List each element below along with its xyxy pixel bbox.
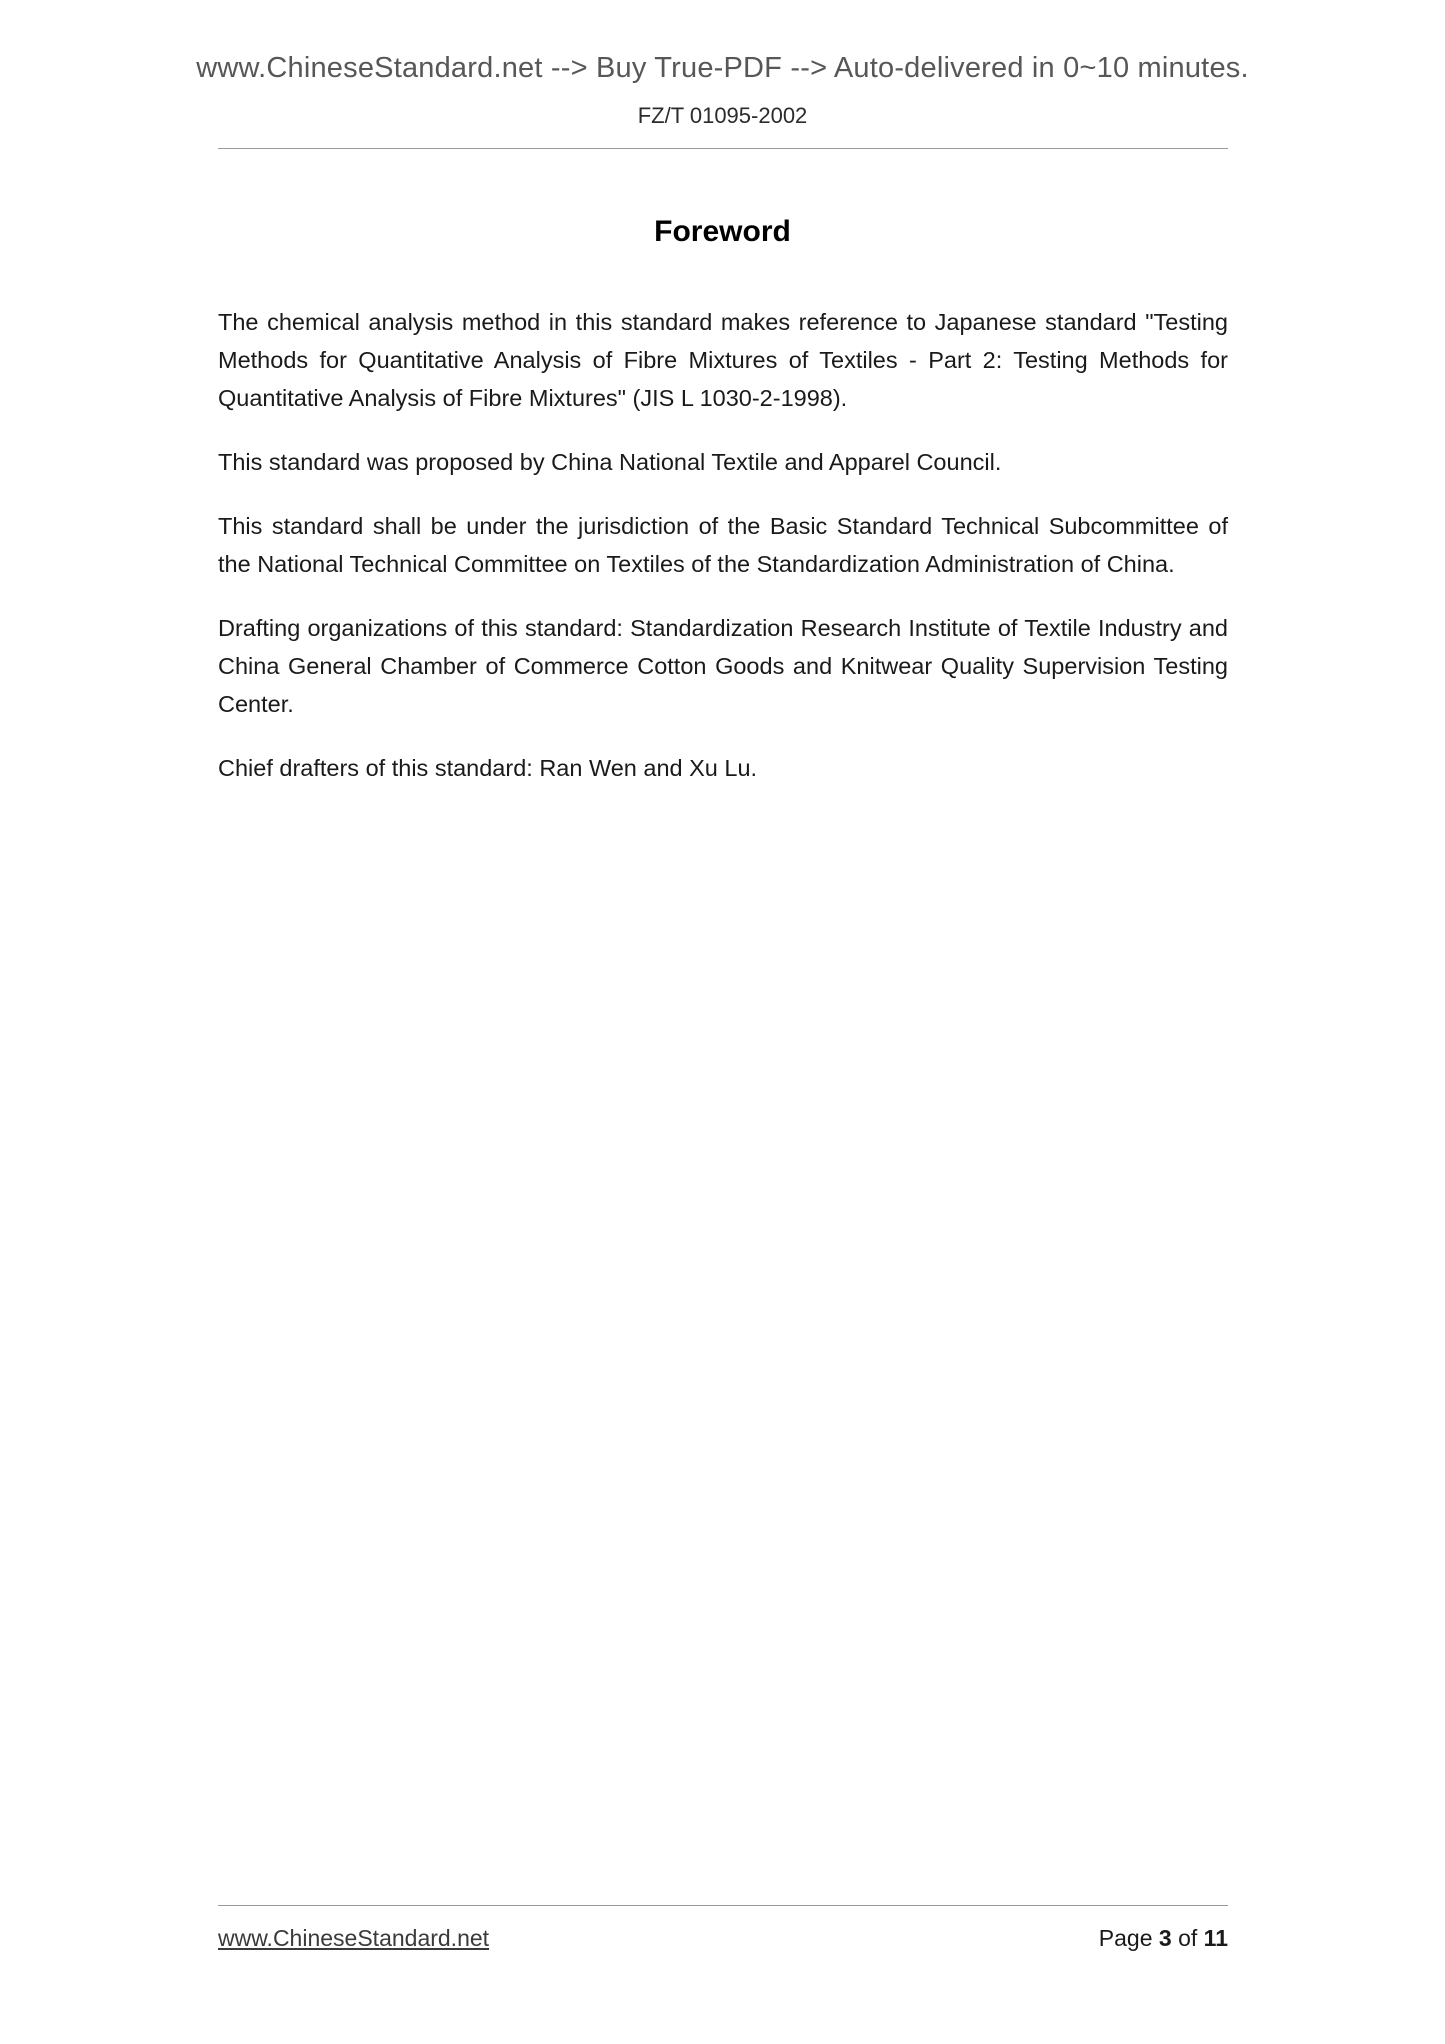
page-number: 3	[1158, 1925, 1172, 1951]
page-title: Foreword	[654, 215, 791, 248]
footer-divider	[218, 1905, 1228, 1906]
header-divider	[218, 148, 1228, 149]
page-prefix-label: Page	[1098, 1925, 1159, 1951]
watermark-banner: www.ChineseStandard.net --> Buy True-PDF --> Auto-delivered in 0~10 minutes.	[196, 52, 1249, 84]
page-total: 11	[1203, 1925, 1228, 1951]
paragraph: Drafting organizations of this standard: Standardization Research Institute of Textile Industry and China General Chamber of Commerce Cotton Goods and Knitwear Quality Supervision Testing Center.	[218, 615, 1228, 717]
paragraph: This standard was proposed by China National Textile and Apparel Council.	[218, 449, 1002, 475]
paragraph: The chemical analysis method in this standard makes reference to Japanese standard "Testing Methods for Quantitative Analysis of Fibre Mixtures of Textiles - Part 2: Testing Methods for Quantitative Analysis of Fibre Mixtures" (JIS L 1030-2-1998).	[218, 309, 1228, 411]
footer-site-link[interactable]: www.ChineseStandard.net	[218, 1925, 490, 1951]
page-indicator	[1099, 1925, 1228, 1952]
paragraph: This standard shall be under the jurisdiction of the Basic Standard Technical Subcommittee of the National Technical Committee on Textiles of the Standardization Administration of China.	[218, 513, 1228, 577]
standard-code: FZ/T 01095-2002	[637, 103, 808, 128]
page-middle-label: of	[1171, 1925, 1204, 1951]
paragraph: Chief drafters of this standard: Ran Wen and Xu Lu.	[218, 755, 758, 781]
page-footer	[218, 1925, 1228, 1952]
document-body	[218, 303, 1228, 813]
